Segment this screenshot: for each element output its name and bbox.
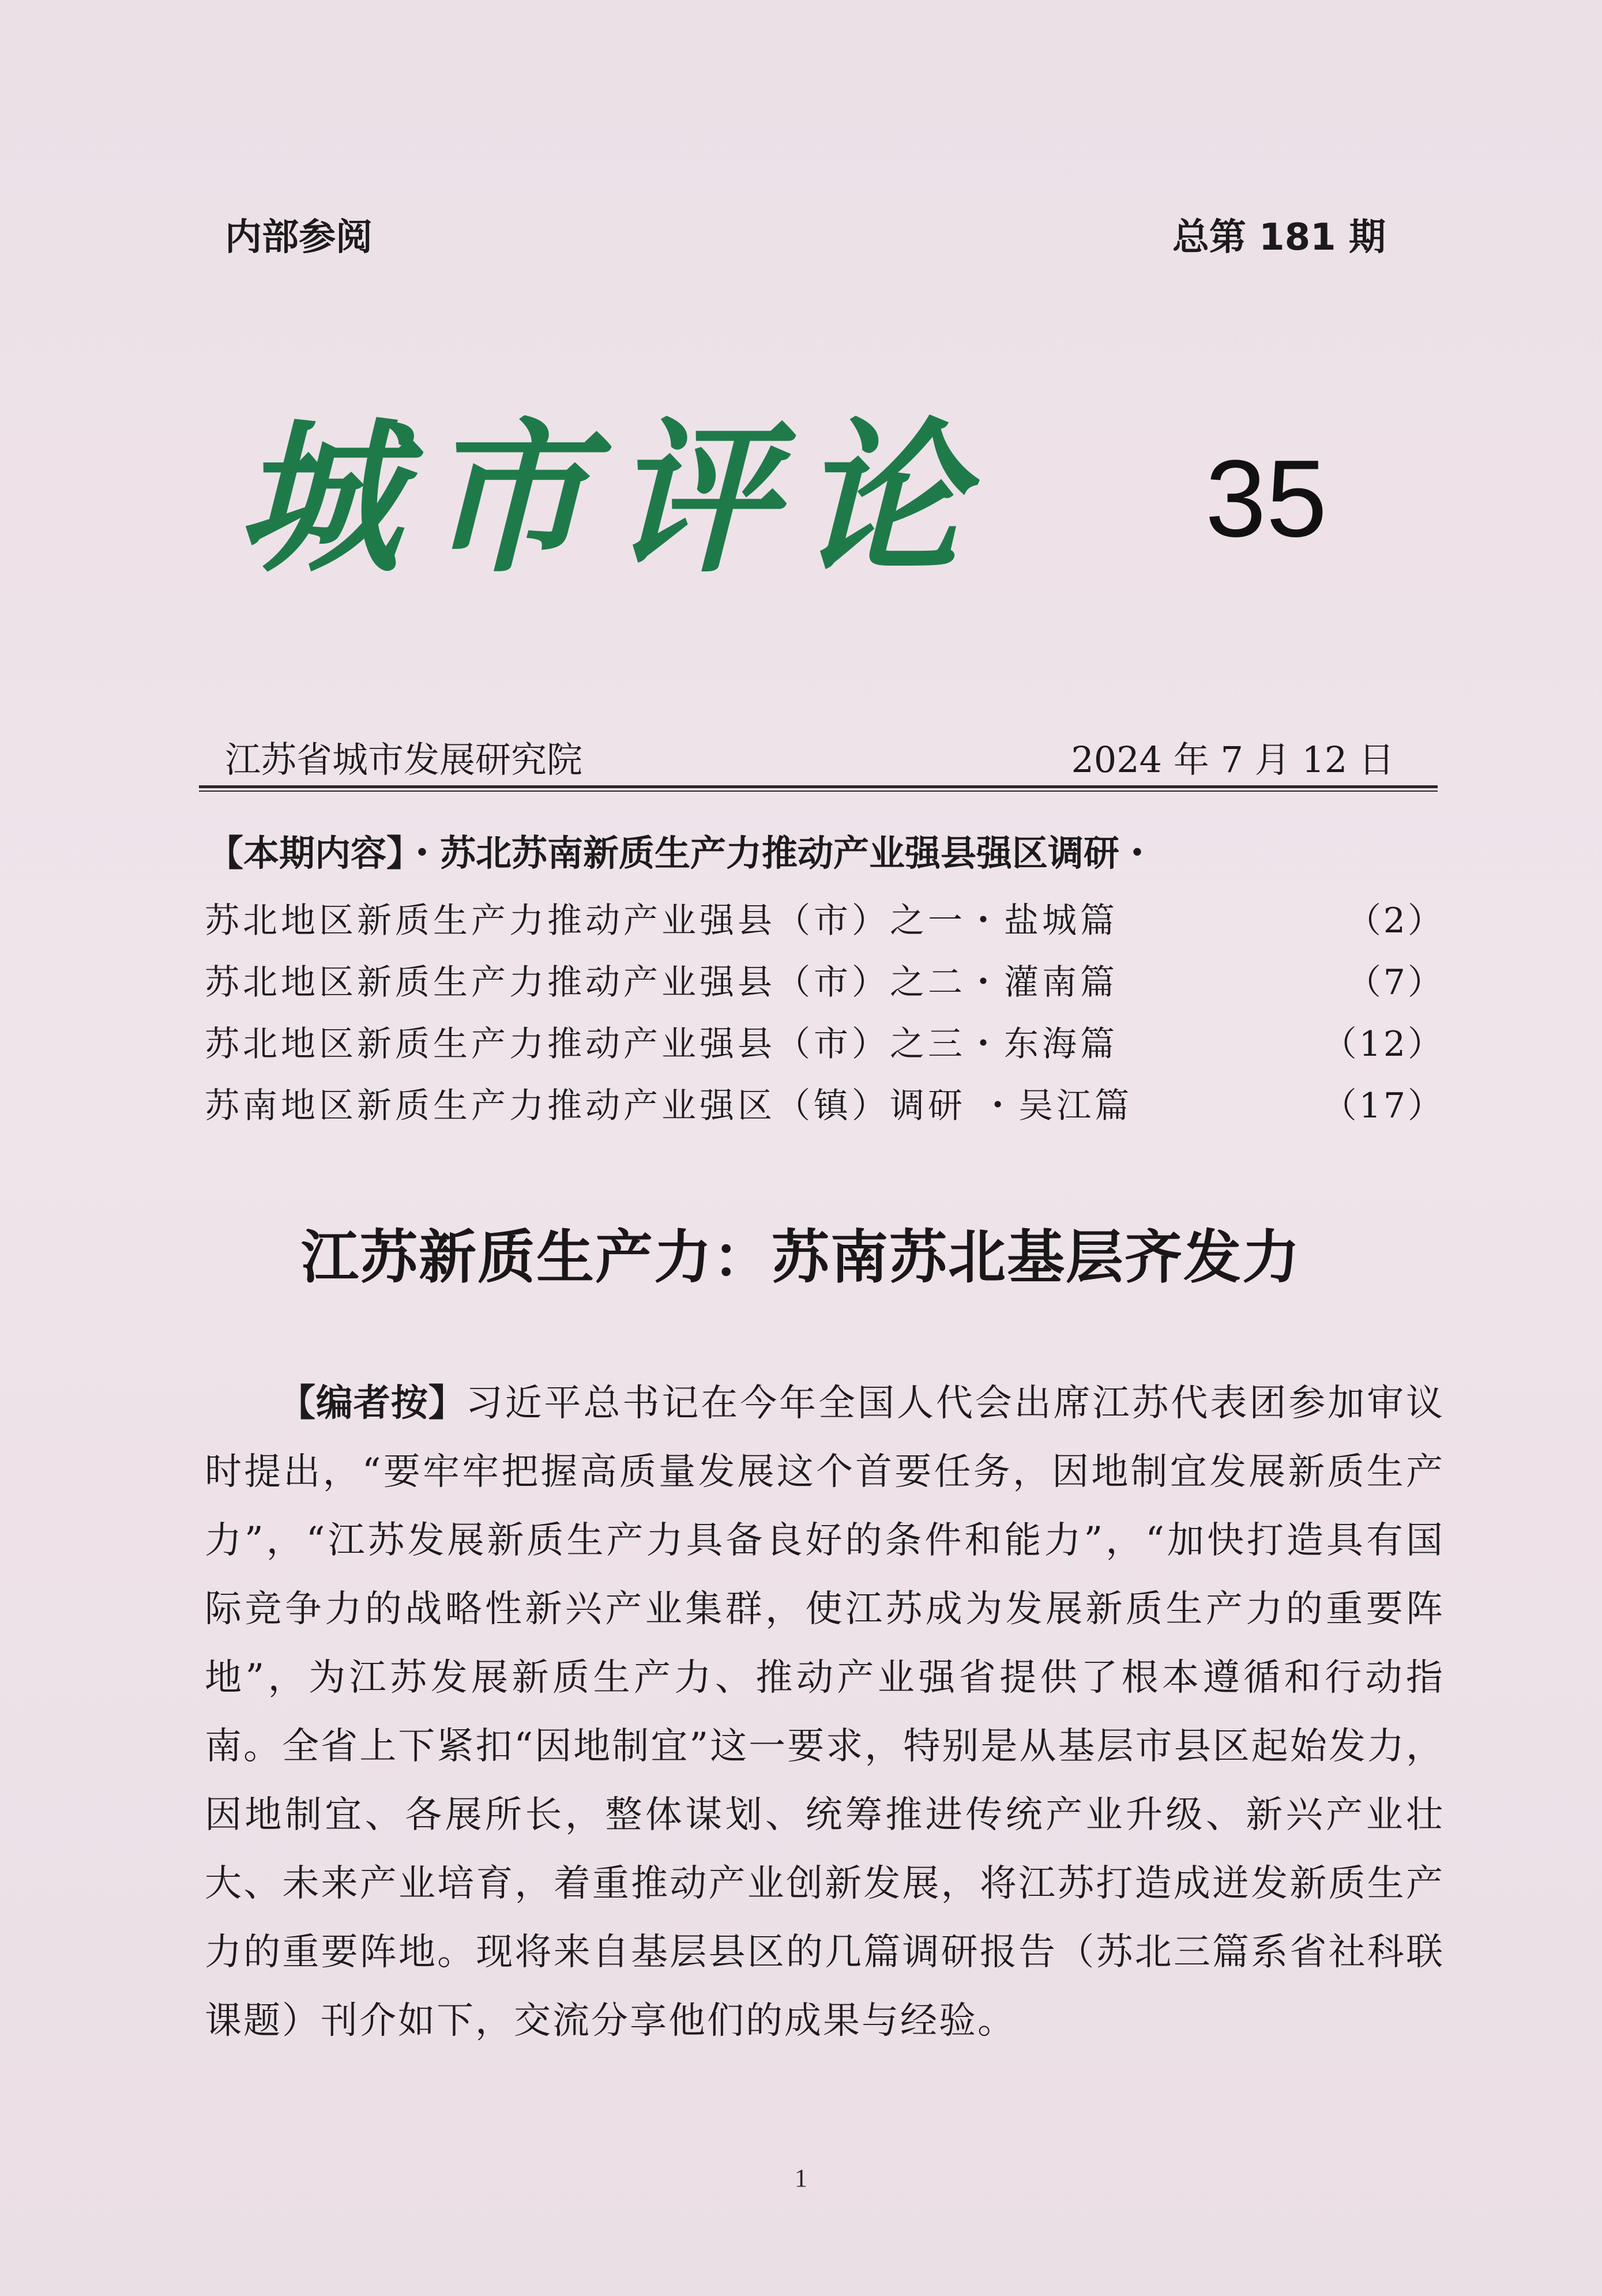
toc-item-title: 苏北地区新质生产力推动产业强县（市）之三・东海篇 <box>205 1023 1118 1064</box>
publisher: 江苏省城市发展研究院 <box>225 739 583 781</box>
toc-item <box>205 1072 1445 1134</box>
toc-item-page: （7） <box>1346 962 1445 1003</box>
classification-label: 内部参阅 <box>225 216 373 259</box>
toc-item-title: 苏北地区新质生产力推动产业强县（市）之一・盐城篇 <box>205 900 1118 941</box>
editor-note <box>205 1369 1445 2056</box>
toc-list <box>205 887 1445 1134</box>
header-row <box>225 208 1386 261</box>
toc-item-title: 苏北地区新质生产力推动产业强县（市）之二・灌南篇 <box>205 962 1118 1003</box>
serial-issue-label: 总第 181 期 <box>1172 216 1386 259</box>
editor-note-label: 【编者按】 <box>279 1382 466 1425</box>
toc-item <box>205 1010 1445 1072</box>
page-number: 1 <box>795 2164 807 2192</box>
toc-item-page: （12） <box>1322 1023 1445 1064</box>
toc-heading: 【本期内容】・苏北苏南新质生产力推动产业强县强区调研・ <box>208 832 1156 874</box>
article-title: 江苏新质生产力：苏南苏北基层齐发力 <box>301 1223 1301 1291</box>
toc-item-title: 苏南地区新质生产力推动产业强区（镇）调研 ・吴江篇 <box>205 1085 1133 1126</box>
editor-note-body: 习近平总书记在今年全国人代会出席江苏代表团参加审议时提出，“要牢牢把握高质量发展这个首要任务，因地制宜发展新质生产力”，“江苏发展新质生产力具备良好的条件和能力”，“加快打造具有国际竞争力的战略性新兴产业集群，使江苏成为发展新质生产力的重要阵地”，为江苏发展新质生产力、推动产业强省提供了根本遵循和行动指南。全省上下紧扣“因地制宜”这一要求，特别是从基层市县区起始发力，因地制宜、各展所长，整体谋划、统筹推进传统产业升级、新兴产业壮大、未来产业培育，着重推动产业创新发展，将江苏打造成迸发新质生产力的重要阵地。现将来自基层县区的几篇调研报告（苏北三篇系省社科联课题）刊介如下，交流分享他们的成果与经验。 <box>205 1382 1445 2042</box>
issue-number: 35 <box>1205 438 1328 560</box>
masthead <box>236 398 1361 600</box>
toc-item <box>205 948 1445 1010</box>
masthead-title: 城市评论 <box>236 402 986 595</box>
toc-item-page: （2） <box>1346 900 1445 941</box>
publication-row <box>225 731 1394 782</box>
toc-item <box>205 887 1445 948</box>
publication-date: 2024 年 7 月 12 日 <box>1071 739 1394 781</box>
toc-item-page: （17） <box>1322 1085 1445 1126</box>
header-divider <box>199 785 1438 793</box>
